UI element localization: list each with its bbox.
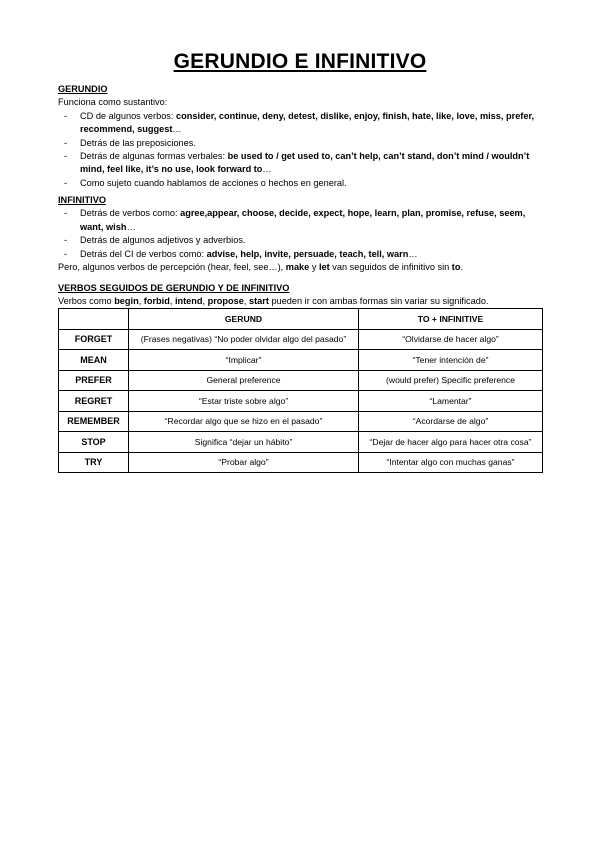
- infinitive-cell: “Acordarse de algo”: [359, 411, 543, 432]
- list-item: - Como sujeto cuando hablamos de acciones o hechos en general.: [58, 177, 548, 190]
- infinitivo-section: [58, 194, 548, 274]
- header-cell: GERUND: [129, 309, 359, 330]
- gerundio-intro: Funciona como sustantivo:: [58, 97, 168, 108]
- gerund-cell: (Frases negativas) “No poder olvidar algo del pasado”: [129, 329, 359, 350]
- infinitivo-note: Pero, algunos verbos de percepción (hear, feel, see…), make y let van seguidos de infinitivo sin to.: [58, 262, 464, 273]
- verbs-table: [58, 308, 543, 473]
- gerundio-heading: GERUNDIO: [58, 84, 108, 94]
- verb-cell: MEAN: [59, 350, 129, 371]
- ambos-intro: Verbos como begin, forbid, intend, propose, start pueden ir con ambas formas sin variar su significado.: [58, 296, 489, 307]
- header-cell: [59, 309, 129, 330]
- gerund-cell: “Probar algo”: [129, 452, 359, 473]
- verb-cell: PREFER: [59, 370, 129, 391]
- table-header-row: [59, 309, 543, 330]
- list-item: - Detrás de algunas formas verbales: be used to / get used to, can’t help, can’t stand, don’t mind / wouldn’t mind, feel like, it’s no use, look forward to…: [58, 150, 548, 177]
- verb-cell: STOP: [59, 432, 129, 453]
- gerundio-list: [58, 110, 548, 190]
- gerund-cell: “Recordar algo que se hizo en el pasado”: [129, 411, 359, 432]
- infinitive-cell: “Olvidarse de hacer algo”: [359, 329, 543, 350]
- ambos-section: [58, 282, 548, 309]
- verb-cell: REGRET: [59, 391, 129, 412]
- gerund-cell: General preference: [129, 370, 359, 391]
- infinitivo-heading: INFINITIVO: [58, 195, 106, 205]
- table-row: [59, 329, 543, 350]
- list-item: - Detrás de verbos como: agree,appear, choose, decide, expect, hope, learn, plan, promise, refuse, seem, want, wish…: [58, 207, 548, 234]
- infinitive-cell: “Intentar algo con muchas ganas”: [359, 452, 543, 473]
- gerund-cell: “Estar triste sobre algo”: [129, 391, 359, 412]
- table-row: [59, 350, 543, 371]
- verb-cell: FORGET: [59, 329, 129, 350]
- infinitivo-list: [58, 207, 548, 261]
- list-item: - Detrás del CI de verbos como: advise, help, invite, persuade, teach, tell, warn…: [58, 248, 548, 261]
- list-item: - Detrás de algunos adjetivos y adverbios.: [58, 234, 548, 247]
- infinitive-cell: “Lamentar”: [359, 391, 543, 412]
- header-cell: TO + INFINITIVE: [359, 309, 543, 330]
- table-row: [59, 452, 543, 473]
- list-item: - CD de algunos verbos: consider, continue, deny, detest, dislike, enjoy, finish, hate, like, love, miss, prefer, recommend, suggest…: [58, 110, 548, 137]
- table-row: [59, 432, 543, 453]
- verb-cell: TRY: [59, 452, 129, 473]
- gerundio-section: [58, 83, 548, 190]
- gerund-cell: “Implicar”: [129, 350, 359, 371]
- table-row: [59, 411, 543, 432]
- ambos-heading: VERBOS SEGUIDOS DE GERUNDIO Y DE INFINITIVO: [58, 283, 290, 293]
- table-row: [59, 391, 543, 412]
- page-title: GERUNDIO E INFINITIVO: [173, 50, 427, 73]
- table-row: [59, 370, 543, 391]
- verb-cell: REMEMBER: [59, 411, 129, 432]
- infinitive-cell: “Tener intención de”: [359, 350, 543, 371]
- list-item: - Detrás de las preposiciones.: [58, 137, 548, 150]
- gerund-cell: Significa “dejar un hábito”: [129, 432, 359, 453]
- infinitive-cell: “Dejar de hacer algo para hacer otra cosa”: [359, 432, 543, 453]
- infinitive-cell: (would prefer) Specific preference: [359, 370, 543, 391]
